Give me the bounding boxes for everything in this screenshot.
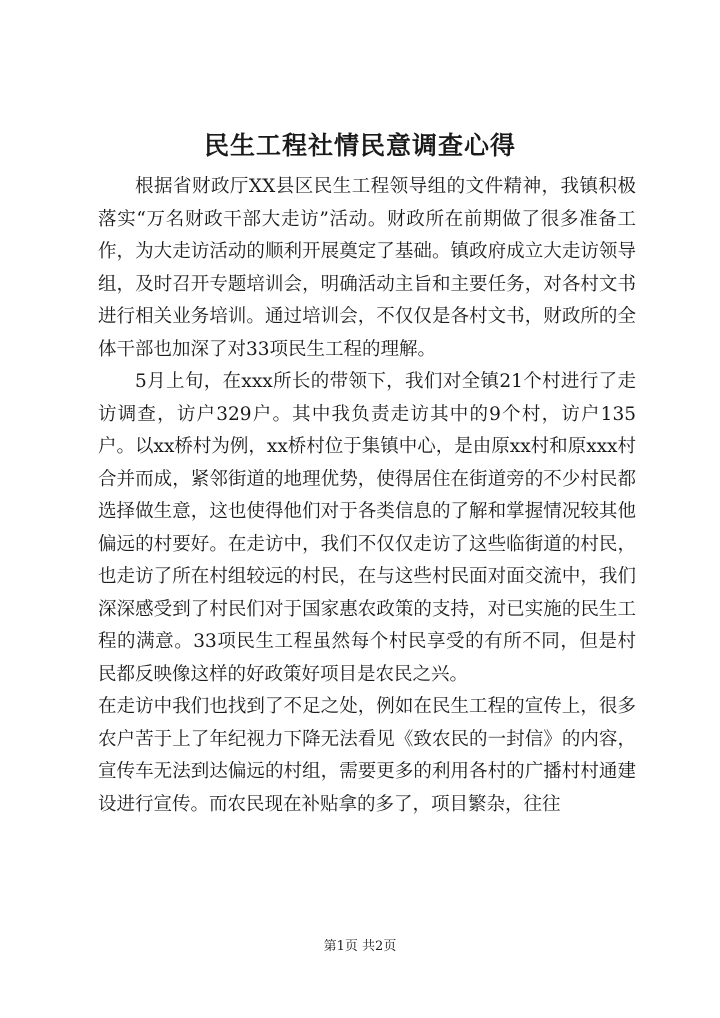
document-body: [98, 171, 636, 821]
page-number-footer: 第1页 共2页: [323, 939, 397, 954]
page-title: 民生工程社情民意调查心得: [203, 131, 516, 160]
paragraph-3: 在走访中我们也找到了不足之处，例如在民生工程的宣传上，很多农户苦于上了年纪视力下降无法看见《致农民的一封信》的内容，宣传车无法到达偏远的村组，需要更多的利用各村的广播村村通建设进行宣传。而农民现在补贴拿的多了，项目繁杂，往往: [98, 696, 636, 815]
paragraph-2: 5月上旬，在xxx所长的带领下，我们对全镇21个村进行了走访调查，访户329户。其中我负责走访其中的9个村，访户135户。以xx桥村为例，xx桥村位于集镇中心，是由原xx村和原xxx村合并而成，紧邻街道的地理优势，使得居住在街道旁的不少村民都选择做生意，这也使得他们对于各类信息的了解和掌握情况较其他偏远的村要好。在走访中，我们不仅仅走访了这些临街道的村民，也走访了所在村组较远的村民，在与这些村民面对面交流中，我们深深感受到了村民们对于国家惠农政策的支持，对已实施的民生工程的满意。33项民生工程虽然每个村民享受的有所不同，但是村民都反映像这样的好政策好项目是农民之兴。: [98, 371, 636, 685]
paragraph-1: 根据省财政厅XX县区民生工程领导组的文件精神，我镇积极落实“万名财政干部大走访”活动。财政所在前期做了很多准备工作，为大走访活动的顺利开展奠定了基础。镇政府成立大走访领导组，及时召开专题培训会，明确活动主旨和主要任务，对各村文书进行相关业务培训。通过培训会，不仅仅是各村文书，财政所的全体干部也加深了对33项民生工程的理解。: [98, 176, 636, 360]
